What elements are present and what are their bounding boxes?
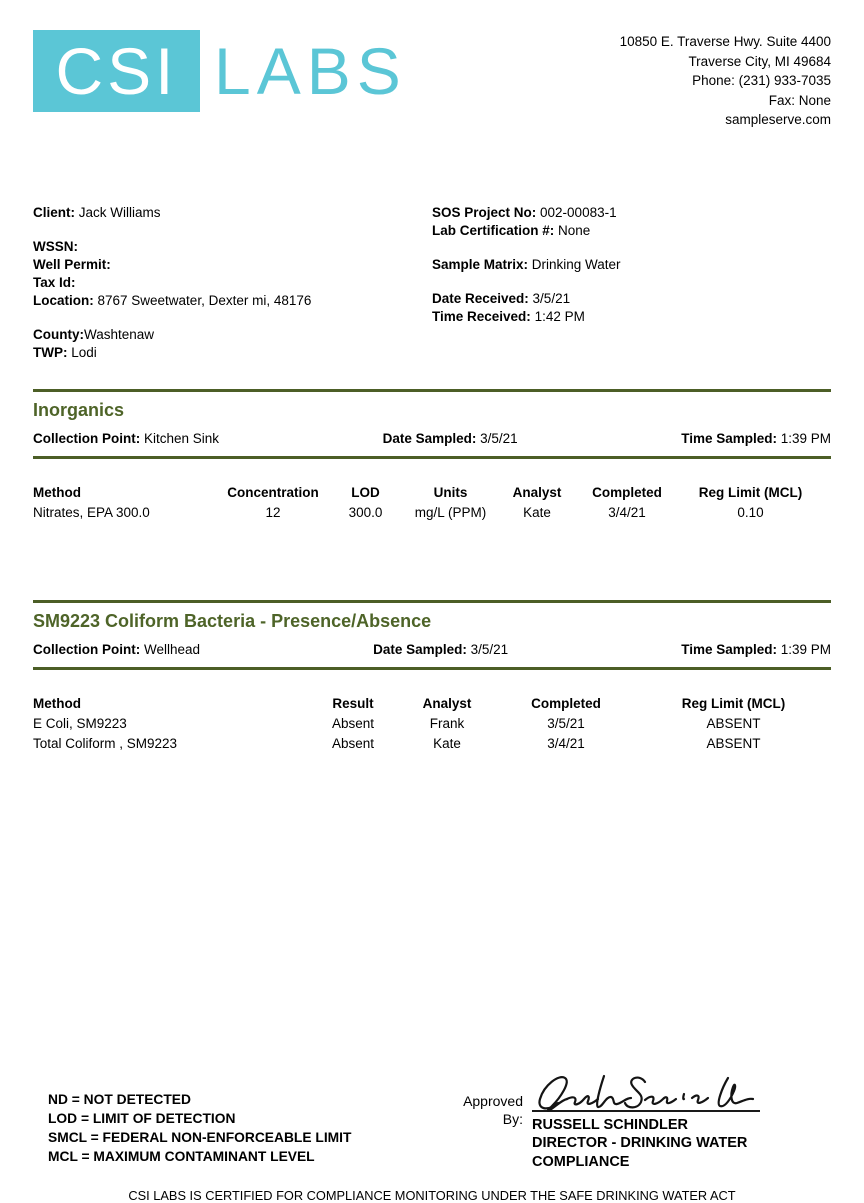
table-cell-result: Absent bbox=[331, 735, 375, 751]
collection-point: Collection Point: Kitchen Sink bbox=[33, 430, 220, 446]
legend-line: SMCL = FEDERAL NON-ENFORCEABLE LIMIT bbox=[48, 1129, 352, 1145]
table-cell-completed: 3/5/21 bbox=[547, 715, 585, 731]
report-footer bbox=[33, 1090, 831, 1172]
bacteria-table bbox=[33, 694, 831, 754]
bacteria-title: SM9223 Coliform Bacteria - Presence/Absence bbox=[33, 610, 432, 631]
spacer bbox=[33, 310, 432, 326]
client-info-section bbox=[33, 204, 831, 362]
signature-line bbox=[532, 1078, 760, 1112]
client-row: Client: Jack Williams bbox=[33, 204, 161, 220]
legend-line: LOD = LIMIT OF DETECTION bbox=[48, 1110, 236, 1126]
approver-identity bbox=[532, 1116, 760, 1172]
address-line: Fax: None bbox=[768, 92, 831, 108]
table-cell-analyst: Kate bbox=[433, 735, 461, 751]
approver-title: COMPLIANCE bbox=[532, 1153, 630, 1170]
column-header-analyst: Analyst bbox=[422, 695, 472, 711]
tax-id-row: Tax Id: bbox=[33, 274, 76, 290]
spacer bbox=[33, 222, 432, 238]
wssn-row: WSSN: bbox=[33, 238, 78, 254]
csi-logo-box bbox=[33, 30, 200, 112]
legend-line: MCL = MAXIMUM CONTAMINANT LEVEL bbox=[48, 1148, 315, 1164]
approval-block bbox=[445, 1090, 760, 1172]
abbreviation-legend bbox=[33, 1090, 445, 1172]
county-row: County:Washtenaw bbox=[33, 326, 155, 342]
section-divider bbox=[33, 456, 831, 459]
well-permit-row: Well Permit: bbox=[33, 256, 111, 272]
time-sampled: Time Sampled: 1:39 PM bbox=[681, 430, 831, 446]
column-header-units: Units bbox=[433, 484, 468, 500]
table-cell-analyst: Kate bbox=[523, 504, 551, 520]
spacer bbox=[432, 240, 831, 256]
certification-statement: CSI LABS IS CERTIFIED FOR COMPLIANCE MONITORING UNDER THE SAFE DRINKING WATER ACT bbox=[128, 1188, 736, 1203]
inorganics-table bbox=[33, 483, 831, 523]
approved-by-label: Approved By: bbox=[463, 1092, 523, 1127]
lab-address-block bbox=[620, 30, 831, 130]
signature-block bbox=[532, 1090, 760, 1172]
lab-cert-row: Lab Certification #: None bbox=[432, 222, 591, 238]
table-cell-units: mg/L (PPM) bbox=[414, 504, 487, 520]
collection-point: Collection Point: Wellhead bbox=[33, 641, 201, 657]
section-divider bbox=[33, 389, 831, 392]
column-header-analyst: Analyst bbox=[512, 484, 562, 500]
table-cell-lod: 300.0 bbox=[348, 504, 383, 520]
address-line-website: sampleserve.com bbox=[725, 112, 831, 127]
column-header-result: Result bbox=[332, 695, 374, 711]
date-received-row: Date Received: 3/5/21 bbox=[432, 290, 571, 306]
table-cell-method: Total Coliform , SM9223 bbox=[33, 735, 178, 751]
column-header-completed: Completed bbox=[592, 484, 662, 500]
report-header bbox=[33, 30, 831, 130]
table-cell-analyst: Frank bbox=[429, 715, 465, 731]
time-sampled: Time Sampled: 1:39 PM bbox=[681, 641, 831, 657]
column-header-lod: LOD bbox=[351, 484, 380, 500]
section-divider bbox=[33, 667, 831, 670]
date-sampled: Date Sampled: 3/5/21 bbox=[373, 641, 509, 657]
table-cell-reg-limit: ABSENT bbox=[706, 715, 761, 731]
address-line: 10850 E. Traverse Hwy. Suite 4400 bbox=[619, 34, 831, 49]
sample-matrix-row: Sample Matrix: Drinking Water bbox=[432, 256, 621, 272]
approver-name: RUSSELL SCHINDLER bbox=[532, 1116, 689, 1133]
column-header-completed: Completed bbox=[531, 695, 601, 711]
spacer bbox=[432, 274, 831, 290]
bacteria-section bbox=[33, 600, 831, 754]
time-received-row: Time Received: 1:42 PM bbox=[432, 308, 585, 324]
logo-csi-text: CSI bbox=[55, 34, 178, 108]
client-info-right-column bbox=[432, 204, 831, 362]
table-cell-reg-limit: 0.10 bbox=[737, 504, 764, 520]
column-header-reg-limit: Reg Limit (MCL) bbox=[698, 484, 803, 500]
bacteria-collection-row bbox=[33, 642, 831, 658]
twp-row: TWP: Lodi bbox=[33, 344, 97, 360]
column-header-concentration: Concentration bbox=[227, 484, 319, 500]
inorganics-title: Inorganics bbox=[33, 399, 125, 420]
table-cell-completed: 3/4/21 bbox=[547, 735, 585, 751]
table-cell-result: Absent bbox=[331, 715, 375, 731]
inorganics-collection-row bbox=[33, 431, 831, 447]
table-cell-concentration: 12 bbox=[265, 504, 281, 520]
logo-labs-text: LABS bbox=[214, 34, 407, 108]
table-cell-completed: 3/4/21 bbox=[608, 504, 646, 520]
legend-line: ND = NOT DETECTED bbox=[48, 1091, 191, 1107]
section-divider bbox=[33, 600, 831, 603]
inorganics-section bbox=[33, 389, 831, 523]
column-header-method: Method bbox=[33, 484, 81, 500]
signature-image bbox=[532, 1072, 757, 1118]
sos-project-row: SOS Project No: 002-00083-1 bbox=[432, 204, 617, 220]
table-cell-method: Nitrates, EPA 300.0 bbox=[33, 504, 150, 520]
column-header-method: Method bbox=[33, 695, 81, 711]
location-row: Location: 8767 Sweetwater, Dexter mi, 48176 bbox=[33, 292, 312, 308]
date-sampled: Date Sampled: 3/5/21 bbox=[382, 430, 518, 446]
address-line: Phone: (231) 933-7035 bbox=[692, 73, 831, 88]
approver-title: DIRECTOR - DRINKING WATER bbox=[532, 1135, 748, 1151]
client-info-left-column bbox=[33, 204, 432, 362]
column-header-reg-limit: Reg Limit (MCL) bbox=[681, 695, 786, 711]
table-cell-reg-limit: ABSENT bbox=[706, 735, 761, 751]
address-line: Traverse City, MI 49684 bbox=[688, 53, 831, 69]
csi-labs-logo bbox=[33, 30, 407, 112]
table-cell-method: E Coli, SM9223 bbox=[33, 715, 127, 731]
